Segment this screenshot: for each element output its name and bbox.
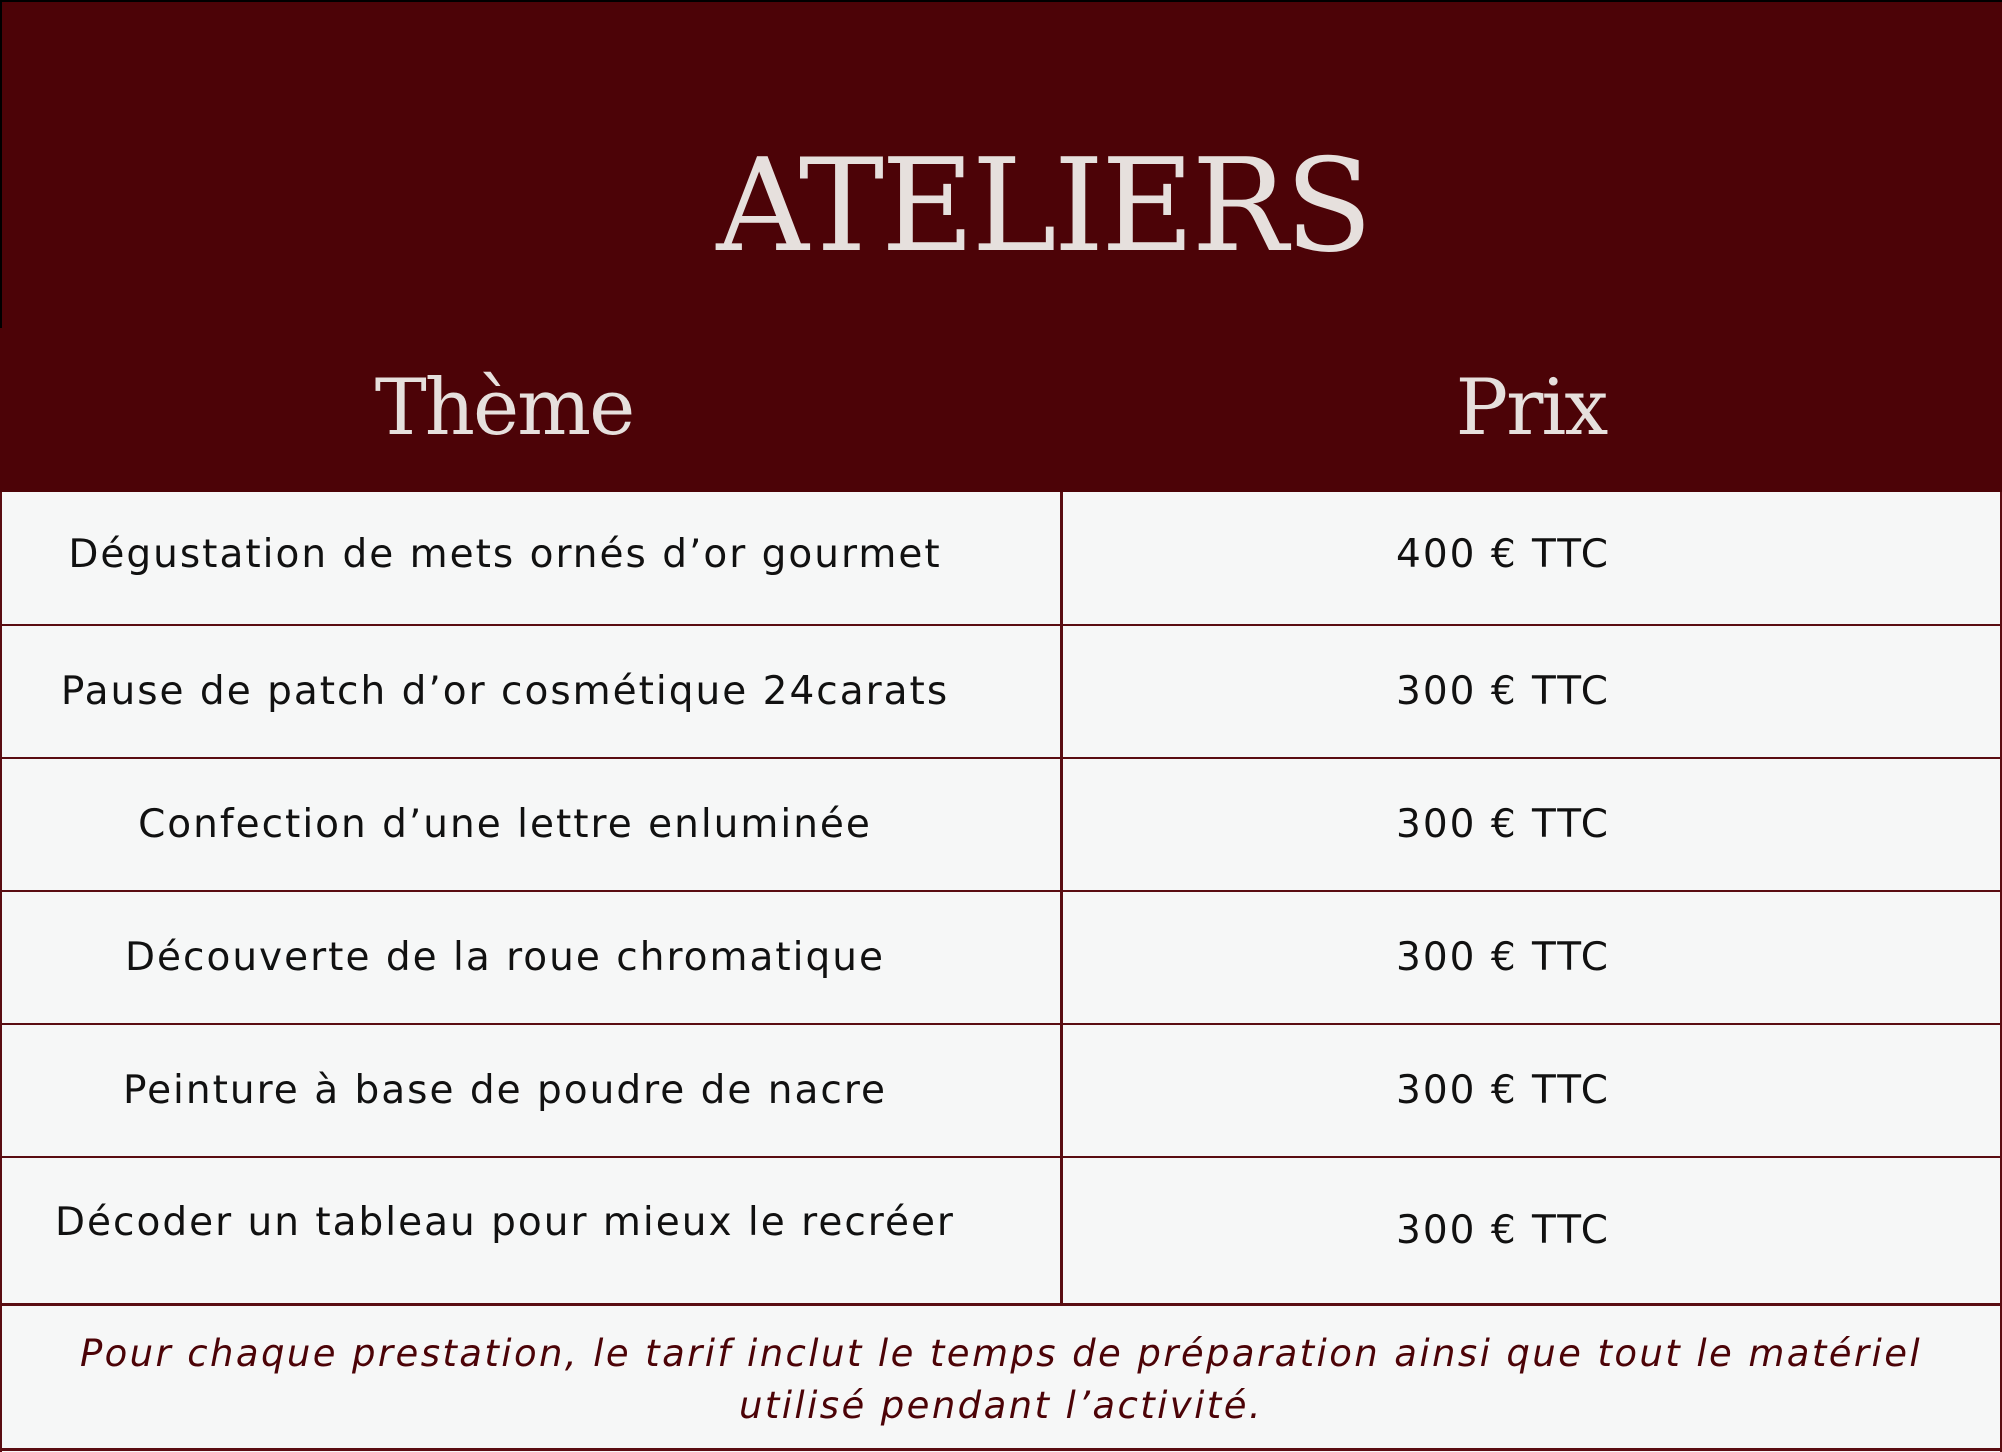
column-header-theme: Thème <box>374 363 634 453</box>
cell-price: 300 € TTC <box>1396 935 1610 980</box>
table-row <box>2 492 2000 617</box>
header-band <box>0 0 2002 492</box>
table-row <box>2 759 2000 890</box>
table-row <box>2 1158 2000 1303</box>
column-header-price: Prix <box>1455 363 1607 453</box>
cell-theme: Décoder un tableau pour mieux le recréer <box>55 1199 955 1245</box>
note-divider <box>2 1303 2000 1306</box>
table-row <box>2 1025 2000 1156</box>
table-row <box>2 892 2000 1023</box>
cell-theme: Dégustation de mets ornés d’or gourmet <box>68 532 942 577</box>
cell-theme: Pause de patch d’or cosmétique 24carats <box>60 669 950 714</box>
price-table <box>0 492 2002 1452</box>
cell-theme: Peinture à base de poudre de nacre <box>122 1068 888 1113</box>
cell-price: 300 € TTC <box>1396 802 1610 847</box>
bottom-border <box>2 1448 2000 1451</box>
cell-price: 300 € TTC <box>1396 1068 1610 1113</box>
cell-price: 400 € TTC <box>1396 532 1610 577</box>
cell-price: 300 € TTC <box>1396 669 1610 714</box>
pricing-note: Pour chaque prestation, le tarif inclut le temps de préparation ainsi que tout le matériel utilisé pendant l’activité. <box>79 1332 1923 1427</box>
cell-theme: Confection d’une lettre enluminée <box>138 802 872 847</box>
cell-theme: Découverte de la roue chromatique <box>125 935 885 980</box>
table-row <box>2 626 2000 757</box>
page-title: ATELIERS <box>716 132 1370 281</box>
cell-price: 300 € TTC <box>1396 1208 1610 1253</box>
